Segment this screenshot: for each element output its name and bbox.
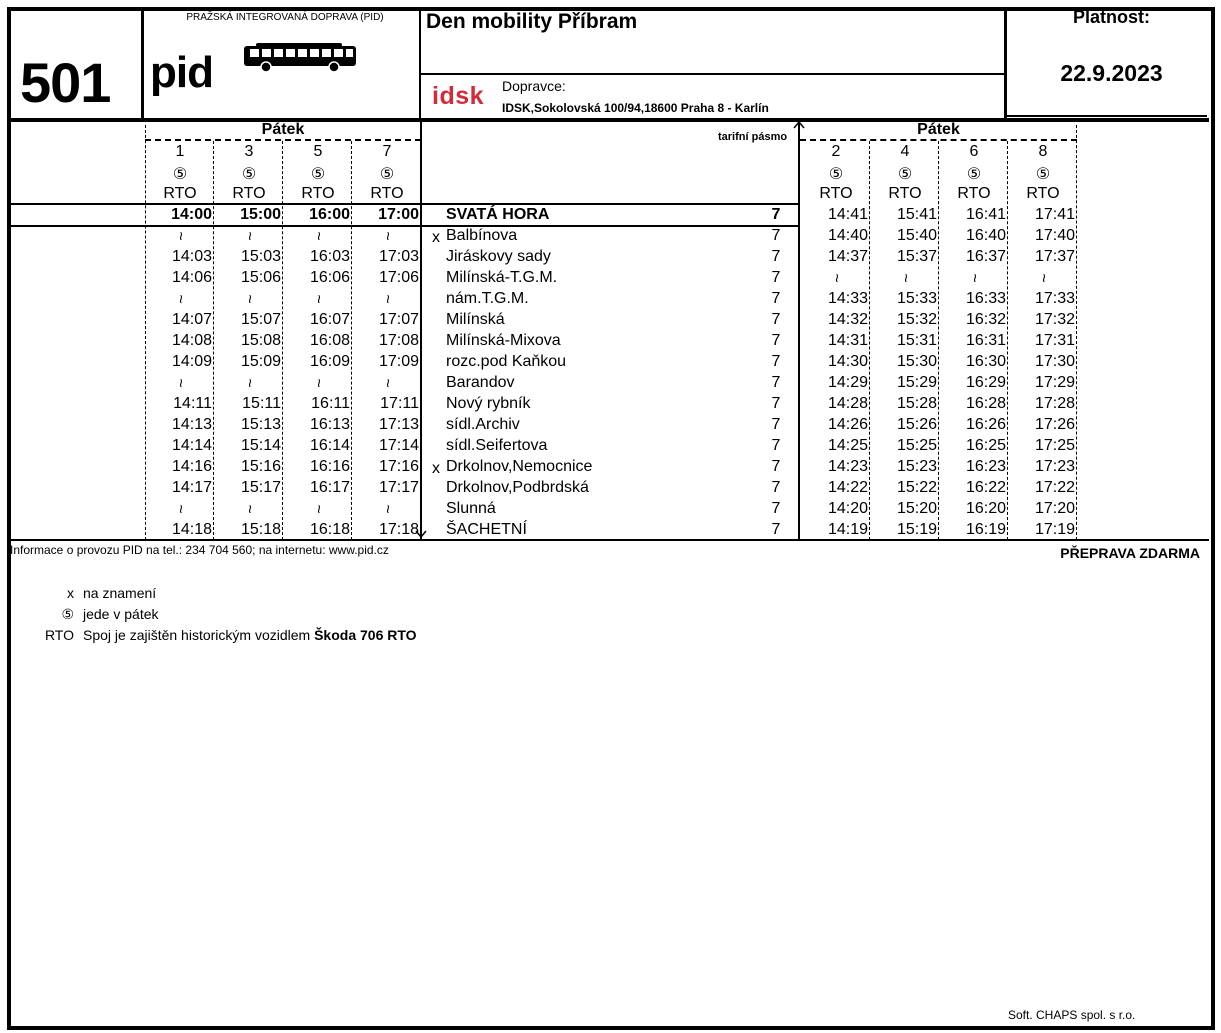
day-rule xyxy=(145,139,421,141)
tilde-skip-icon: ~ xyxy=(828,273,845,283)
departure-time: 17:19 xyxy=(1034,521,1075,538)
departure-time: 15:30 xyxy=(896,353,937,370)
departure-time: 17:20 xyxy=(1034,500,1075,517)
departure-time: 17:25 xyxy=(1034,437,1075,454)
tilde-skip-icon: ~ xyxy=(310,504,327,514)
departure-time: 14:17 xyxy=(171,479,212,496)
departure-time: 15:13 xyxy=(240,416,281,433)
tilde-skip-icon: ~ xyxy=(966,273,983,283)
stop-zone: 7 xyxy=(771,521,781,538)
departure-time: 14:41 xyxy=(827,206,868,223)
left-day-label: Pátek xyxy=(261,121,305,138)
column-divider xyxy=(869,141,870,540)
arrow-up-icon xyxy=(792,120,806,144)
departure-time: 15:09 xyxy=(240,353,281,370)
departure-time: 14:07 xyxy=(171,311,212,328)
tilde-skip-icon: ~ xyxy=(241,294,258,304)
departure-time: 17:33 xyxy=(1034,290,1075,307)
stop-zone: 7 xyxy=(771,437,781,454)
column-divider xyxy=(1076,125,1077,540)
departure-time: 17:08 xyxy=(378,332,419,349)
legend-text xyxy=(83,627,417,643)
departure-time: 14:19 xyxy=(827,521,868,538)
trip-number: 5 xyxy=(313,143,323,160)
departure-time: 16:26 xyxy=(965,416,1006,433)
stop-name: sídl.Seifertova xyxy=(446,437,548,454)
tilde-skip-icon: ~ xyxy=(241,231,258,241)
header-divider xyxy=(419,9,421,120)
tilde-skip-icon: ~ xyxy=(310,231,327,241)
tilde-skip-icon: ~ xyxy=(310,294,327,304)
table-bottom-rule xyxy=(9,539,1209,541)
tilde-skip-icon: ~ xyxy=(1035,273,1052,283)
departure-time: 17:00 xyxy=(378,206,419,223)
departure-time: 15:14 xyxy=(240,437,281,454)
day-symbol: ⑤ xyxy=(828,166,844,183)
day-rule xyxy=(800,139,1077,141)
departure-time: 14:14 xyxy=(171,437,212,454)
tilde-skip-icon: ~ xyxy=(379,231,396,241)
stop-zone: 7 xyxy=(771,416,781,433)
departure-time: 14:18 xyxy=(171,521,212,538)
departure-time: 16:17 xyxy=(309,479,350,496)
departure-time: 16:13 xyxy=(309,416,350,433)
tilde-skip-icon: ~ xyxy=(241,504,258,514)
departure-time: 14:33 xyxy=(827,290,868,307)
departure-time: 16:30 xyxy=(965,353,1006,370)
stop-zone: 7 xyxy=(771,479,781,496)
trip-note: RTO xyxy=(819,185,853,202)
day-symbol: ⑤ xyxy=(172,166,188,183)
request-stop-mark: x xyxy=(432,229,440,246)
legend-vehicle: Škoda 706 RTO xyxy=(314,627,417,643)
stop-name: Nový rybník xyxy=(446,395,531,412)
departure-time: 16:07 xyxy=(309,311,350,328)
departure-time: 16:03 xyxy=(309,248,350,265)
departure-time: 14:16 xyxy=(171,458,212,475)
stop-name: Balbínova xyxy=(446,227,518,244)
operator-org: PRAŽSKÁ INTEGROVANÁ DOPRAVA (PID) xyxy=(186,12,384,23)
departure-time: 16:22 xyxy=(965,479,1006,496)
departure-time: 14:13 xyxy=(171,416,212,433)
stop-name: Milínská xyxy=(446,311,505,328)
stop-name: Jiráskovy sady xyxy=(446,248,551,265)
header-divider xyxy=(1004,9,1007,120)
stop-zone: 7 xyxy=(771,332,781,349)
trip-note: RTO xyxy=(301,185,335,202)
stop-name: ŠACHETNÍ xyxy=(446,521,527,538)
departure-time: 16:33 xyxy=(965,290,1006,307)
departure-time: 17:32 xyxy=(1034,311,1075,328)
day-symbol: ⑤ xyxy=(310,166,326,183)
departure-time: 17:18 xyxy=(378,521,419,538)
tilde-skip-icon: ~ xyxy=(241,378,258,388)
departure-time: 17:40 xyxy=(1034,227,1075,244)
departure-time: 15:03 xyxy=(240,248,281,265)
departure-time: 17:14 xyxy=(378,437,419,454)
tilde-skip-icon: ~ xyxy=(172,231,189,241)
departure-time: 15:40 xyxy=(896,227,937,244)
trip-number: 7 xyxy=(382,143,392,160)
stop-zone: 7 xyxy=(771,248,781,265)
validity-label: Platnost: xyxy=(1072,7,1150,27)
departure-time: 17:41 xyxy=(1034,206,1075,223)
legend-symbol: ⑤ xyxy=(61,606,74,622)
departure-time: 15:16 xyxy=(240,458,281,475)
column-divider xyxy=(420,122,422,540)
departure-time: 14:25 xyxy=(827,437,868,454)
trip-number: 1 xyxy=(175,143,185,160)
departure-time: 16:16 xyxy=(309,458,350,475)
departure-time: 17:29 xyxy=(1034,374,1075,391)
departure-time: 15:06 xyxy=(240,269,281,286)
departure-time: 14:11 xyxy=(173,395,212,412)
departure-time: 16:19 xyxy=(965,521,1006,538)
departure-time: 16:23 xyxy=(965,458,1006,475)
departure-time: 17:37 xyxy=(1034,248,1075,265)
departure-time: 14:00 xyxy=(171,206,212,223)
stop-zone: 7 xyxy=(771,227,781,244)
legend-symbol: RTO xyxy=(44,627,74,643)
departure-time: 15:33 xyxy=(896,290,937,307)
day-symbol: ⑤ xyxy=(966,166,982,183)
stop-zone: 7 xyxy=(771,374,781,391)
departure-time: 15:31 xyxy=(896,332,937,349)
departure-time: 14:23 xyxy=(827,458,868,475)
departure-time: 15:41 xyxy=(896,206,937,223)
day-symbol: ⑤ xyxy=(241,166,257,183)
departure-time: 17:16 xyxy=(378,458,419,475)
trip-number: 2 xyxy=(831,143,841,160)
departure-time: 17:17 xyxy=(378,479,419,496)
bus-icon xyxy=(240,40,360,74)
departure-time: 16:28 xyxy=(965,395,1006,412)
legend-text: na znamení xyxy=(83,585,157,601)
departure-time: 16:32 xyxy=(965,311,1006,328)
departure-time: 16:09 xyxy=(309,353,350,370)
departure-time: 14:22 xyxy=(827,479,868,496)
departure-time: 17:28 xyxy=(1034,395,1075,412)
legend-text: jede v pátek xyxy=(83,606,159,622)
stop-name: nám.T.G.M. xyxy=(446,290,529,307)
departure-time: 15:18 xyxy=(240,521,281,538)
stop-name: Milínská-T.G.M. xyxy=(446,269,558,286)
column-divider xyxy=(938,141,939,540)
stop-zone: 7 xyxy=(771,311,781,328)
tilde-skip-icon: ~ xyxy=(172,294,189,304)
departure-time: 15:29 xyxy=(896,374,937,391)
departure-time: 16:31 xyxy=(965,332,1006,349)
stop-zone: 7 xyxy=(771,206,781,223)
departure-time: 16:20 xyxy=(965,500,1006,517)
right-day-label: Pátek xyxy=(917,121,960,138)
stop-name: rozc.pod Kaňkou xyxy=(446,353,567,370)
departure-time: 16:29 xyxy=(965,374,1006,391)
stop-name: Drkolnov,Podbrdská xyxy=(446,479,589,496)
stop-zone: 7 xyxy=(771,395,781,412)
tilde-skip-icon: ~ xyxy=(172,378,189,388)
stop-name: Milínská-Mixova xyxy=(446,332,561,349)
departure-time: 15:08 xyxy=(240,332,281,349)
trip-note: RTO xyxy=(888,185,922,202)
departure-time: 16:11 xyxy=(311,395,350,412)
stop-name: Barandov xyxy=(446,374,515,391)
departure-time: 17:11 xyxy=(380,395,419,412)
column-divider xyxy=(213,141,214,540)
departure-time: 15:37 xyxy=(896,248,937,265)
departure-time: 14:26 xyxy=(827,416,868,433)
header-divider xyxy=(421,73,1004,75)
tilde-skip-icon: ~ xyxy=(172,504,189,514)
stop-zone: 7 xyxy=(771,500,781,517)
departure-time: 14:32 xyxy=(827,311,868,328)
info-line: Informace o provozu PID na tel.: 234 704 560; na internetu: www.pid.cz xyxy=(10,543,389,557)
header-divider xyxy=(141,9,144,120)
departure-time: 16:00 xyxy=(309,206,350,223)
stop-name: Slunná xyxy=(446,500,496,517)
free-transport-label: PŘEPRAVA ZDARMA xyxy=(1060,545,1200,561)
trip-number: 6 xyxy=(969,143,979,160)
carrier-label: Dopravce: xyxy=(502,78,566,94)
day-symbol: ⑤ xyxy=(897,166,913,183)
day-symbol: ⑤ xyxy=(1035,166,1051,183)
tilde-skip-icon: ~ xyxy=(897,273,914,283)
departure-time: 14:40 xyxy=(827,227,868,244)
departure-time: 14:37 xyxy=(827,248,868,265)
departure-time: 14:09 xyxy=(171,353,212,370)
line-number: 501 xyxy=(20,51,111,114)
stop-name: sídl.Archiv xyxy=(446,416,520,433)
departure-time: 14:20 xyxy=(827,500,868,517)
departure-time: 17:06 xyxy=(378,269,419,286)
departure-time: 15:25 xyxy=(896,437,937,454)
departure-time: 16:18 xyxy=(309,521,350,538)
departure-time: 17:03 xyxy=(378,248,419,265)
departure-time: 17:07 xyxy=(378,311,419,328)
request-stop-mark: x xyxy=(432,460,440,477)
departure-time: 15:19 xyxy=(896,521,937,538)
departure-time: 17:23 xyxy=(1034,458,1075,475)
departure-time: 14:29 xyxy=(827,374,868,391)
trip-note: RTO xyxy=(1026,185,1060,202)
trip-note: RTO xyxy=(957,185,991,202)
departure-time: 16:41 xyxy=(965,206,1006,223)
departure-time: 14:03 xyxy=(171,248,212,265)
departure-time: 15:23 xyxy=(896,458,937,475)
departure-time: 17:31 xyxy=(1034,332,1075,349)
departure-time: 16:25 xyxy=(965,437,1006,454)
departure-time: 17:26 xyxy=(1034,416,1075,433)
column-divider xyxy=(1007,141,1008,540)
trip-note: RTO xyxy=(370,185,404,202)
stop-zone: 7 xyxy=(771,290,781,307)
page-title: Den mobility Příbram xyxy=(426,10,638,33)
trip-number: 4 xyxy=(900,143,910,160)
tilde-skip-icon: ~ xyxy=(379,504,396,514)
departure-time: 14:30 xyxy=(827,353,868,370)
tilde-skip-icon: ~ xyxy=(379,294,396,304)
departure-time: 17:09 xyxy=(378,353,419,370)
departure-time: 16:08 xyxy=(309,332,350,349)
trip-number: 8 xyxy=(1038,143,1048,160)
carrier-address: IDSK,Sokolovská 100/94,18600 Praha 8 - Karlín xyxy=(502,101,769,115)
stop-name: Drkolnov,Nemocnice xyxy=(446,458,593,475)
stop-zone: 7 xyxy=(771,458,781,475)
departure-time: 14:06 xyxy=(171,269,212,286)
stop-name: SVATÁ HORA xyxy=(446,206,550,223)
column-divider xyxy=(351,141,352,540)
departure-time: 14:08 xyxy=(171,332,212,349)
departure-time: 15:28 xyxy=(896,395,937,412)
column-divider xyxy=(798,122,800,540)
departure-time: 17:13 xyxy=(378,416,419,433)
trip-note: RTO xyxy=(163,185,197,202)
departure-time: 15:26 xyxy=(896,416,937,433)
departure-time: 15:00 xyxy=(240,206,281,223)
departure-time: 15:22 xyxy=(896,479,937,496)
validity-date: 22.9.2023 xyxy=(1060,60,1163,86)
tilde-skip-icon: ~ xyxy=(379,378,396,388)
legend-symbol: x xyxy=(67,585,74,601)
header-divider xyxy=(1007,115,1207,117)
departure-time: 17:22 xyxy=(1034,479,1075,496)
stop-zone: 7 xyxy=(771,353,781,370)
pid-logo: pid xyxy=(150,48,213,97)
departure-time: 16:14 xyxy=(309,437,350,454)
departure-time: 15:20 xyxy=(896,500,937,517)
departure-time: 14:31 xyxy=(827,332,868,349)
day-symbol: ⑤ xyxy=(379,166,395,183)
departure-time: 14:28 xyxy=(827,395,868,412)
carrier-logo: idsk xyxy=(432,82,485,110)
trip-note: RTO xyxy=(232,185,266,202)
departure-time: 15:07 xyxy=(240,311,281,328)
first-stop-rule xyxy=(9,203,800,205)
software-credit: Soft. CHAPS spol. s r.o. xyxy=(1008,1008,1136,1022)
departure-time: 15:11 xyxy=(242,395,281,412)
zone-header: tarifní pásmo xyxy=(718,131,788,143)
departure-time: 15:17 xyxy=(240,479,281,496)
trip-number: 3 xyxy=(244,143,254,160)
departure-time: 15:32 xyxy=(896,311,937,328)
departure-time: 16:40 xyxy=(965,227,1006,244)
departure-time: 17:30 xyxy=(1034,353,1075,370)
column-divider xyxy=(145,125,146,540)
column-divider xyxy=(282,141,283,540)
stop-zone: 7 xyxy=(771,269,781,286)
departure-time: 16:06 xyxy=(309,269,350,286)
tilde-skip-icon: ~ xyxy=(310,378,327,388)
departure-time: 16:37 xyxy=(965,248,1006,265)
legend-text-plain: Spoj je zajištěn historickým vozidlem xyxy=(83,627,315,643)
